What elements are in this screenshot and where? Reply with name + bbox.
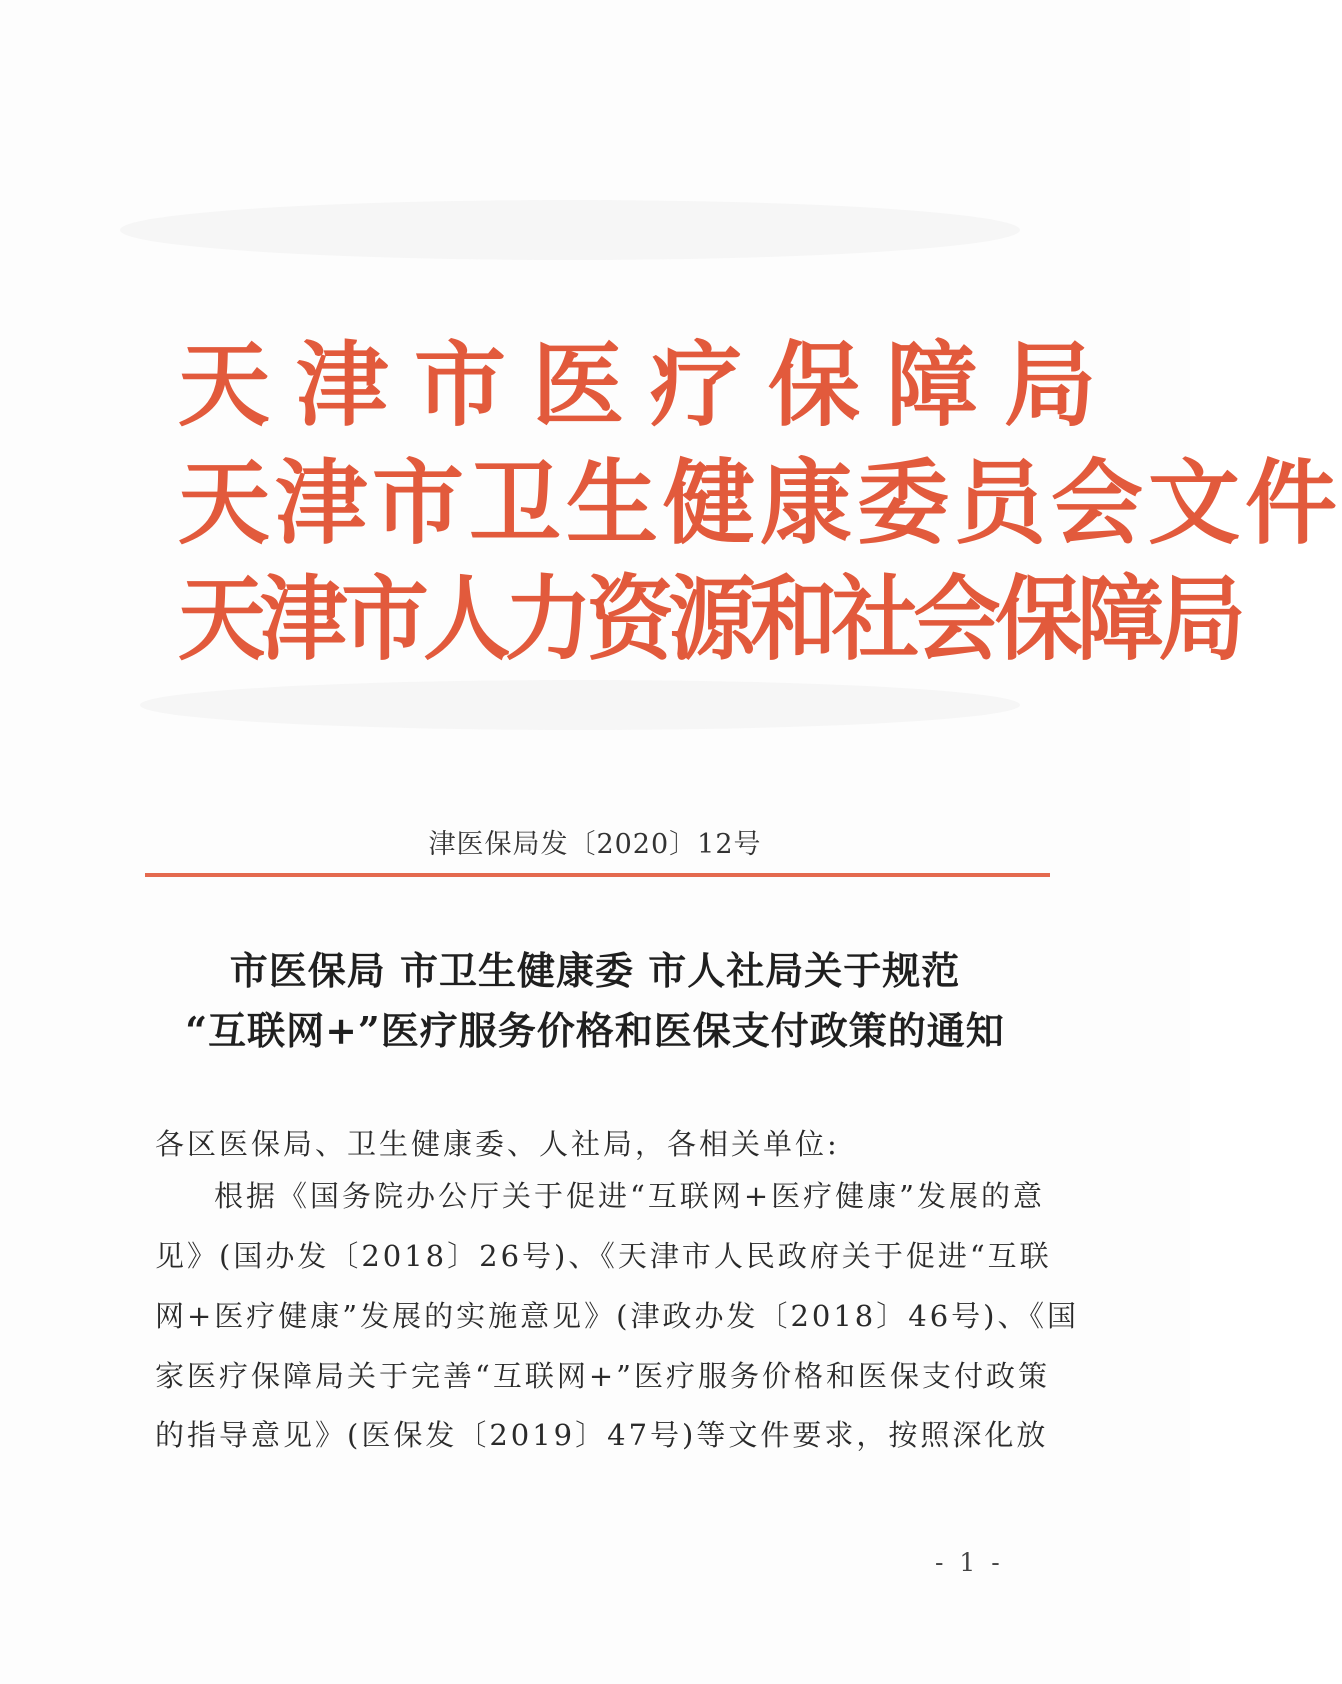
red-divider-rule (145, 873, 1050, 877)
agency-header-line-3: 天津市人力资源和社会保障局 (178, 566, 1241, 673)
paragraph-line: 根据《国务院办公厅关于促进“互联网+医疗健康”发展的意 (214, 1179, 1045, 1213)
agency-header-line-1: 天津市医疗保障局 (178, 332, 1123, 439)
scan-smudge (120, 200, 1020, 260)
document-number: 津医保局发〔2020〕12号 (428, 829, 762, 860)
paragraph-line: 网+医疗健康”发展的实施意见》(津政办发〔2018〕46号)、《国 (155, 1299, 1079, 1333)
scan-smudge (140, 680, 1020, 730)
paragraph-line: 家医疗保障局关于完善“互联网+”医疗服务价格和医保支付政策 (155, 1359, 1050, 1393)
paragraph-line: 的指导意见》(医保发〔2019〕47号)等文件要求，按照深化放 (155, 1418, 1049, 1452)
agency-header-line-2: 天津市卫生健康委员会文件 (178, 450, 1342, 557)
notice-title-line-1: 市医保局 市卫生健康委 市人社局关于规范 (229, 948, 961, 993)
salutation: 各区医保局、卫生健康委、人社局，各相关单位: (155, 1127, 840, 1161)
page-number: - 1 - (935, 1548, 1004, 1577)
notice-title-line-2: “互联网+”医疗服务价格和医保支付政策的通知 (185, 1008, 1005, 1053)
paragraph-line: 见》(国办发〔2018〕26号)、《天津市人民政府关于促进“互联 (155, 1239, 1052, 1273)
